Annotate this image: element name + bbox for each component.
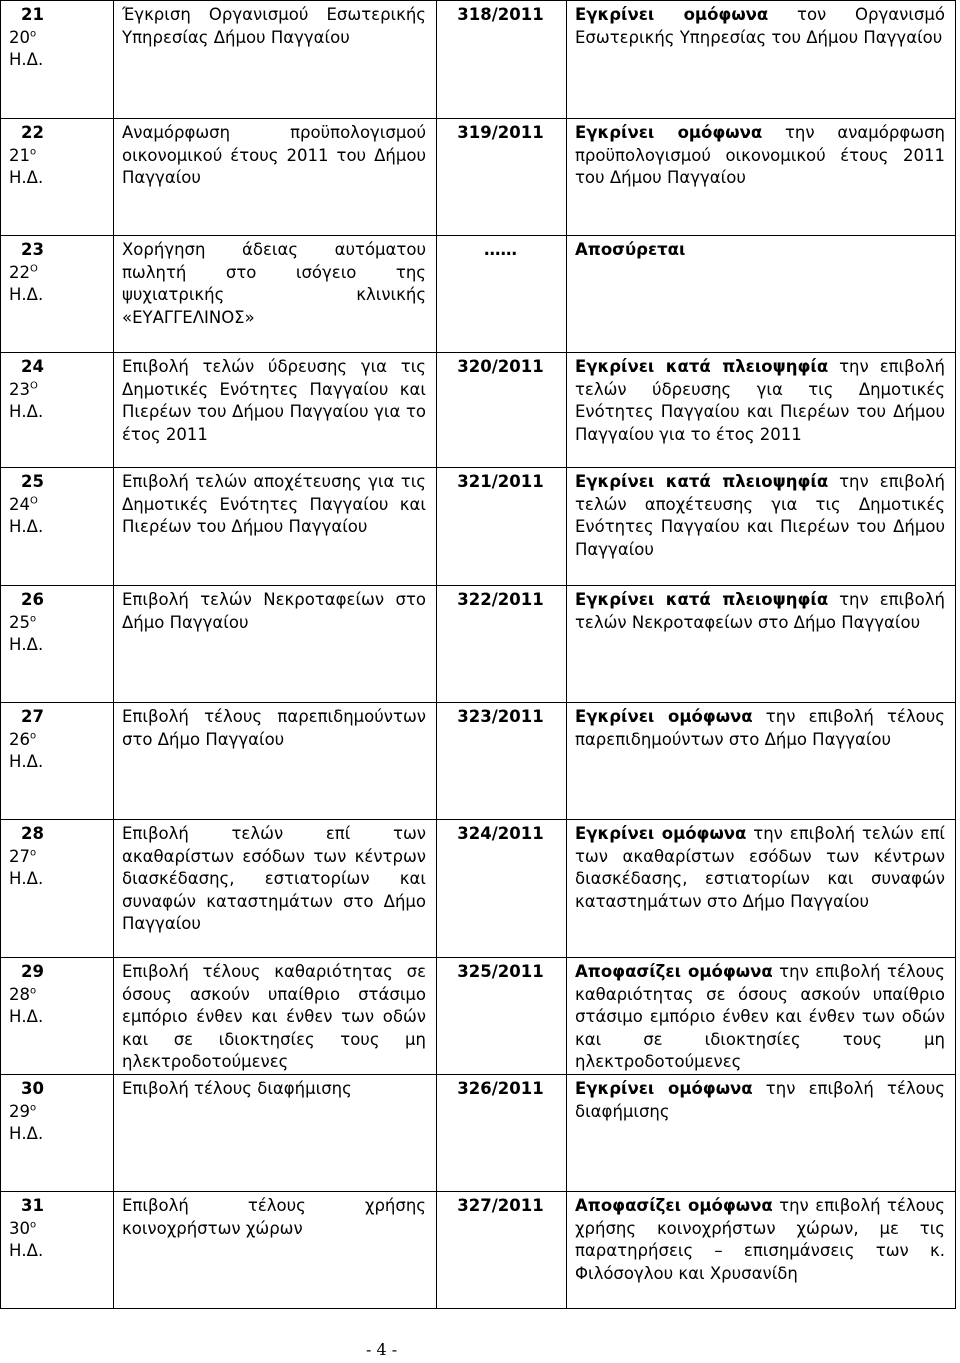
result-details: την επιβολή τέλους διαφήμισης: [575, 1079, 945, 1121]
decision-number: 319/2011: [437, 119, 567, 236]
session-ordinal: Ο: [30, 495, 38, 507]
subject-cell: [114, 468, 437, 586]
item-number: 24: [21, 357, 44, 376]
subject-cell: [114, 820, 437, 958]
item-number: 23: [21, 240, 44, 259]
result-cell: [567, 958, 956, 1075]
item-number: 21: [21, 5, 44, 24]
session-ordinal: ο: [30, 146, 37, 158]
result-text: [575, 1078, 945, 1123]
result-details: την επιβολή τελών Νεκροταφείων στο Δήμο Παγγαίου: [575, 590, 945, 632]
session-ordinal: ο: [30, 985, 37, 997]
decision-number: 326/2011: [437, 1075, 567, 1192]
session-ordinal: Ο: [30, 380, 38, 392]
table-row: [1, 119, 956, 236]
session-type: Η.Δ.: [9, 869, 44, 889]
minutes-table-body: [1, 1, 956, 1309]
decision-number: 322/2011: [437, 586, 567, 703]
subject-text: Επιβολή τελών Νεκροταφείων στο Δήμο Παγγαίου: [122, 590, 426, 632]
subject-cell: [114, 119, 437, 236]
decision-number: 318/2011: [437, 1, 567, 119]
result-details: την επιβολή τελών αποχέτευσης για τις Δημοτικές Ενότητες Παγγαίου και Πιερέων του Δήμου Παγγαίου: [575, 472, 945, 559]
item-number: 29: [21, 962, 44, 981]
decision-number: ……: [437, 236, 567, 353]
session-number: $26^o$: [9, 729, 37, 749]
session-type: Η.Δ.: [9, 517, 44, 537]
session-number: $20^o$: [9, 27, 37, 47]
result-verdict: Εγκρίνει ομόφωνα: [575, 123, 763, 142]
subject-text: Επιβολή τελών ύδρευσης για τις Δημοτικές Ενότητες Παγγαίου και Πιερέων του Δήμου Παγγαίου για το έτος 2011: [122, 357, 426, 444]
result-verdict: Εγκρίνει κατά πλειοψηφία: [575, 357, 829, 376]
table-row: [1, 703, 956, 820]
result-verdict: Αποφασίζει ομόφωνα: [575, 1196, 773, 1215]
result-cell: [567, 468, 956, 586]
session-number: $24^O$: [9, 494, 38, 514]
result-cell: [567, 820, 956, 958]
session-ordinal: ο: [30, 730, 37, 742]
subject-cell: [114, 353, 437, 468]
item-number-cell: [1, 820, 114, 958]
session-type: Η.Δ.: [9, 168, 44, 188]
result-verdict: Αποσύρεται: [575, 240, 686, 259]
table-row: [1, 468, 956, 586]
subject-text: Επιβολή τελών αποχέτευσης για τις Δημοτικές Ενότητες Παγγαίου και Πιερέων του Δήμου Παγγαίου: [122, 472, 426, 537]
session-number: $21^o$: [9, 145, 37, 165]
result-details: την επιβολή τέλους καθαριότητας σε όσους ασκούν υπαίθριο στάσιμο εμπόριο ένθεν και ένθεν των οδών και σε ιδιοκτησίες τους μη ηλεκτροδοτούμενες: [575, 962, 945, 1072]
result-text: [575, 471, 945, 561]
result-text: [575, 823, 945, 913]
table-row: [1, 586, 956, 703]
table-row: [1, 1075, 956, 1192]
page-number: - 4 -: [366, 1340, 398, 1359]
result-cell: [567, 586, 956, 703]
subject-text: Επιβολή τελών επί των ακαθαρίστων εσόδων των κέντρων διασκέδασης, εστιατορίων και συναφών καταστημάτων στο Δήμο Παγγαίου: [122, 824, 426, 934]
item-number-cell: [1, 236, 114, 353]
result-details: την επιβολή τελών επί των ακαθαρίστων εσόδων των κέντρων διασκέδασης, εστιατορίων και συναφών καταστημάτων στο Δήμο Παγγαίου: [575, 824, 945, 911]
subject-text: Επιβολή τέλους καθαριότητας σε όσους ασκούν υπαίθριο στάσιμο εμπόριο ένθεν και ένθεν των οδών και σε ιδιοκτησίες τους μη ηλεκτροδοτούμενες: [122, 962, 426, 1072]
result-cell: [567, 119, 956, 236]
session-number: $23^O$: [9, 379, 38, 399]
result-cell: [567, 236, 956, 353]
decision-number: 320/2011: [437, 353, 567, 468]
result-details: την επιβολή τέλους χρήσης κοινοχρήστων χώρων, με τις παρατηρήσεις – επισημάνσεις των κ. Φιλόσογλου και Χρυσανίδη: [575, 1196, 945, 1283]
result-text: [575, 706, 945, 751]
session-type: Η.Δ.: [9, 50, 44, 70]
result-text: [575, 239, 945, 262]
item-number-cell: [1, 1075, 114, 1192]
decision-number: 323/2011: [437, 703, 567, 820]
result-cell: [567, 1192, 956, 1309]
result-text: [575, 1195, 945, 1285]
result-text: [575, 122, 945, 190]
result-details: τον Οργανισμό Εσωτερικής Υπηρεσίας του Δήμου Παγγαίου: [575, 5, 945, 47]
item-number-cell: [1, 119, 114, 236]
session-type: Η.Δ.: [9, 752, 44, 772]
result-text: [575, 356, 945, 446]
item-number-cell: [1, 586, 114, 703]
session-number: $22^O$: [9, 262, 38, 282]
result-cell: [567, 1075, 956, 1192]
result-verdict: Εγκρίνει κατά πλειοψηφία: [575, 590, 829, 609]
result-details: την επιβολή τελών ύδρευσης για τις Δημοτικές Ενότητες Παγγαίου και Πιερέων του Δήμου Παγγαίου για το έτος 2011: [575, 357, 945, 444]
result-text: [575, 961, 945, 1074]
subject-cell: [114, 1, 437, 119]
decision-number: 325/2011: [437, 958, 567, 1075]
result-text: [575, 4, 945, 49]
session-number: $29^o$: [9, 1101, 37, 1121]
session-type: Η.Δ.: [9, 1124, 44, 1144]
session-number: $30^o$: [9, 1218, 37, 1238]
session-ordinal: ο: [30, 28, 37, 40]
table-row: [1, 958, 956, 1075]
table-row: [1, 1192, 956, 1309]
result-verdict: Εγκρίνει κατά πλειοψηφία: [575, 472, 829, 491]
item-number-cell: [1, 703, 114, 820]
item-number-cell: [1, 958, 114, 1075]
subject-cell: [114, 1075, 437, 1192]
session-ordinal: ο: [30, 1102, 37, 1114]
session-type: Η.Δ.: [9, 285, 44, 305]
subject-text: Επιβολή τέλους διαφήμισης: [122, 1079, 352, 1098]
session-type: Η.Δ.: [9, 635, 44, 655]
result-verdict: Εγκρίνει ομόφωνα: [575, 824, 747, 843]
subject-text: Χορήγηση άδειας αυτόματου πωλητή στο ισόγειο της ψυχιατρικής κλινικής «ΕΥΑΓΓΕΛΙΝΟΣ»: [122, 240, 426, 327]
session-ordinal: ο: [30, 613, 37, 625]
subject-text: Αναμόρφωση προϋπολογισμού οικονομικού έτους 2011 του Δήμου Παγγαίου: [122, 123, 426, 188]
item-number-cell: [1, 1192, 114, 1309]
decision-number: 327/2011: [437, 1192, 567, 1309]
result-verdict: Εγκρίνει ομόφωνα: [575, 707, 753, 726]
subject-cell: [114, 703, 437, 820]
table-row: [1, 236, 956, 353]
session-number: $25^o$: [9, 612, 37, 632]
subject-text: Επιβολή τέλους χρήσης κοινοχρήστων χώρων: [122, 1196, 426, 1238]
session-number: $28^o$: [9, 984, 37, 1004]
table-row: [1, 1, 956, 119]
result-verdict: Εγκρίνει ομόφωνα: [575, 1079, 753, 1098]
result-text: [575, 589, 945, 634]
session-type: Η.Δ.: [9, 1241, 44, 1261]
subject-cell: [114, 1192, 437, 1309]
session-ordinal: Ο: [30, 263, 38, 275]
subject-text: Επιβολή τέλους παρεπιδημούντων στο Δήμο Παγγαίου: [122, 707, 426, 749]
result-details: την επιβολή τέλους παρεπιδημούντων στο Δήμο Παγγαίου: [575, 707, 945, 749]
result-cell: [567, 703, 956, 820]
item-number-cell: [1, 1, 114, 119]
item-number: 31: [21, 1196, 44, 1215]
session-type: Η.Δ.: [9, 402, 44, 422]
session-ordinal: ο: [30, 1219, 37, 1231]
session-ordinal: ο: [30, 847, 37, 859]
result-verdict: Εγκρίνει ομόφωνα: [575, 5, 769, 24]
item-number: 25: [21, 472, 44, 491]
table-row: [1, 820, 956, 958]
item-number: 27: [21, 707, 44, 726]
item-number: 30: [21, 1079, 44, 1098]
item-number-cell: [1, 468, 114, 586]
result-details: την αναμόρφωση προϋπολογισμού οικονομικού έτους 2011 του Δήμου Παγγαίου: [575, 123, 945, 188]
result-cell: [567, 1, 956, 119]
decision-number: 324/2011: [437, 820, 567, 958]
item-number-cell: [1, 353, 114, 468]
decision-number: 321/2011: [437, 468, 567, 586]
table-row: [1, 353, 956, 468]
session-type: Η.Δ.: [9, 1007, 44, 1027]
result-verdict: Αποφασίζει ομόφωνα: [575, 962, 773, 981]
subject-cell: [114, 586, 437, 703]
subject-cell: [114, 236, 437, 353]
session-number: $27^o$: [9, 846, 37, 866]
item-number: 28: [21, 824, 44, 843]
item-number: 22: [21, 123, 44, 142]
item-number: 26: [21, 590, 44, 609]
subject-cell: [114, 958, 437, 1075]
subject-text: Έγκριση Οργανισμού Εσωτερικής Υπηρεσίας Δήμου Παγγαίου: [122, 5, 426, 47]
result-cell: [567, 353, 956, 468]
